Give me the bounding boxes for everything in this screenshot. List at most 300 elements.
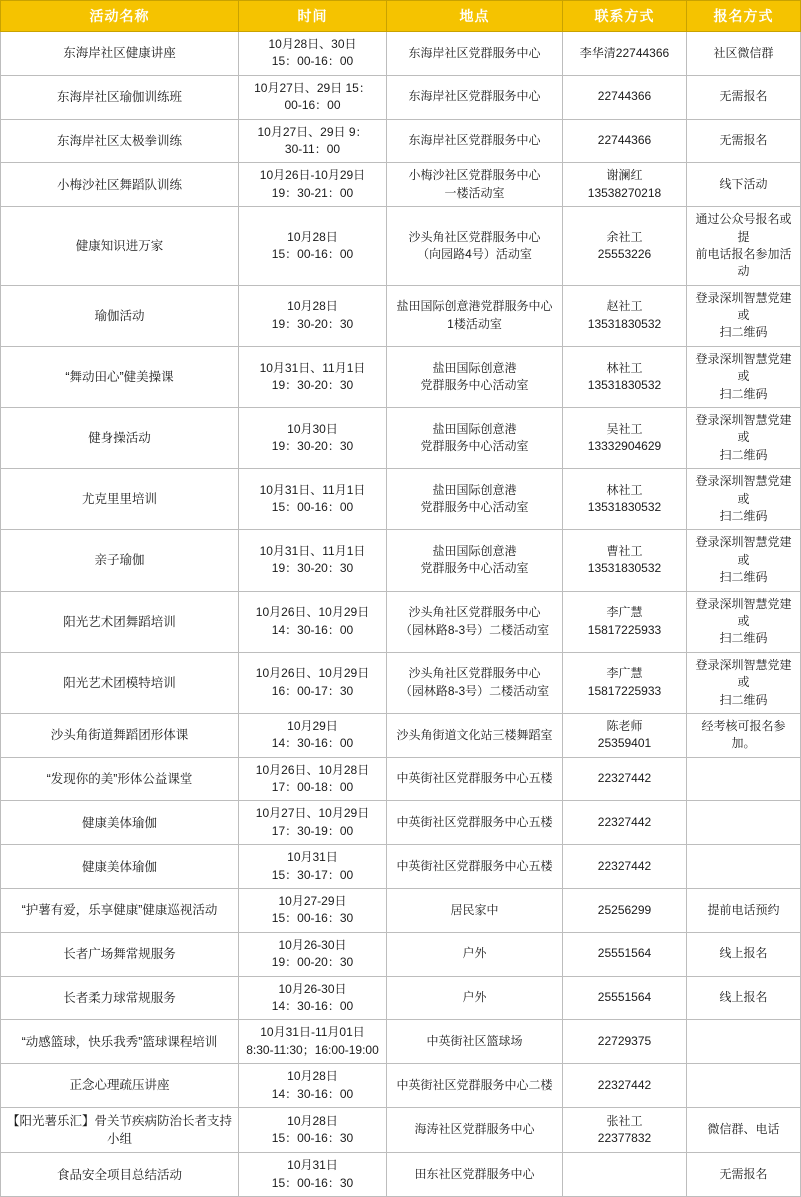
cell-signup (687, 346, 801, 407)
cell-activity-name-line: 尤克里里培训 (81, 492, 157, 507)
cell-place-line: 东海岸社区党群服务中心 (408, 133, 541, 148)
cell-time-line: 10月28日 (287, 1069, 338, 1084)
cell-time-line: 10月27-29日 (278, 894, 347, 909)
cell-contact (563, 346, 687, 407)
cell-place (387, 1107, 563, 1152)
cell-activity-name-line: 东海岸社区健康讲座 (63, 46, 176, 61)
cell-activity-name-line: 食品安全项目总结活动 (56, 1167, 182, 1182)
cell-contact (563, 652, 687, 713)
cell-signup-line: 社区微信群 (713, 45, 774, 60)
cell-contact (563, 207, 687, 286)
cell-signup-line: 无需报名 (719, 89, 768, 104)
cell-contact-line: 李广慧 (606, 666, 643, 681)
cell-contact (563, 32, 687, 76)
cell-time (239, 32, 387, 76)
cell-activity-name (1, 652, 239, 713)
cell-place (387, 1020, 563, 1064)
column-header-place: 地点 (387, 1, 563, 32)
table-row (1, 32, 801, 76)
cell-signup-line: 登录深圳智慧党建或 (695, 413, 792, 445)
cell-contact-line: 25256299 (597, 902, 652, 917)
table-row (1, 889, 801, 933)
cell-signup (687, 845, 801, 889)
cell-place-line: 党群服务中心活动室 (420, 377, 529, 392)
cell-contact (563, 845, 687, 889)
cell-signup (687, 119, 801, 163)
cell-place (387, 976, 563, 1020)
table-row (1, 976, 801, 1020)
cell-activity-name (1, 32, 239, 76)
cell-place-line: 党群服务中心活动室 (420, 561, 529, 576)
cell-place-line: 沙头角社区党群服务中心 (408, 605, 541, 620)
cell-place (387, 163, 563, 207)
cell-contact (563, 801, 687, 845)
cell-time-line: 10月28日 (287, 229, 338, 244)
cell-contact (563, 976, 687, 1020)
cell-place-line: 户外 (462, 946, 487, 961)
cell-time (239, 932, 387, 976)
cell-contact-line: 吴社工 (606, 421, 643, 436)
cell-contact (563, 1153, 687, 1197)
cell-signup-line: 线上报名 (719, 990, 768, 1005)
cell-contact-line: 13531830532 (587, 316, 662, 331)
cell-place-line: 中英街社区党群服务中心五楼 (396, 815, 553, 830)
cell-contact-line: 13531830532 (587, 500, 662, 515)
table-row (1, 713, 801, 757)
cell-time (239, 163, 387, 207)
cell-time-line: 15：00-16：30 (271, 1175, 354, 1190)
cell-contact-line: 李华清22744366 (579, 45, 670, 60)
cell-time (239, 1153, 387, 1197)
cell-time-line: 19：30-20：30 (271, 377, 354, 392)
cell-signup-line: 微信群、电话 (707, 1122, 780, 1137)
cell-contact-line: 13531830532 (587, 561, 662, 576)
cell-place-line: 东海岸社区党群服务中心 (408, 45, 541, 60)
cell-contact (563, 591, 687, 652)
cell-activity-name-line: 长者柔力球常规服务 (63, 990, 176, 1005)
cell-activity-name (1, 408, 239, 469)
cell-place (387, 652, 563, 713)
cell-time-line: 19：30-20：30 (271, 561, 354, 576)
cell-place-line: 田东社区党群服务中心 (414, 1166, 535, 1181)
cell-time-line: 10月26日、10月29日 (255, 666, 370, 681)
cell-signup (687, 932, 801, 976)
cell-activity-name-line: 阳光艺术团模特培训 (63, 675, 176, 690)
cell-activity-name (1, 889, 239, 933)
table-row (1, 1020, 801, 1064)
cell-signup-line: 无需报名 (719, 1166, 768, 1181)
cell-time (239, 713, 387, 757)
cell-place-line: 中英街社区篮球场 (426, 1034, 523, 1049)
cell-contact-line: 22377832 (597, 1131, 652, 1146)
cell-signup (687, 530, 801, 591)
cell-signup (687, 976, 801, 1020)
cell-activity-name-line: “舞动田心”健美操课 (65, 369, 174, 384)
cell-activity-name-line: 小组 (106, 1132, 132, 1147)
cell-place (387, 801, 563, 845)
cell-place-line: 盐田国际创意港党群服务中心 (396, 299, 553, 314)
cell-signup-line: 线上报名 (719, 946, 768, 961)
cell-contact-line: 22327442 (597, 771, 652, 786)
cell-place-line: （园林路8-3号）二楼活动室 (399, 622, 550, 637)
cell-place-line: （园林路8-3号）二楼活动室 (399, 683, 550, 698)
cell-place (387, 530, 563, 591)
cell-place (387, 346, 563, 407)
cell-place-line: 盐田国际创意港 (432, 544, 517, 559)
cell-activity-name (1, 591, 239, 652)
cell-place (387, 889, 563, 933)
cell-time (239, 757, 387, 801)
cell-signup (687, 889, 801, 933)
cell-contact-line: 15817225933 (587, 622, 662, 637)
cell-activity-name (1, 1107, 239, 1152)
cell-contact (563, 75, 687, 119)
cell-activity-name (1, 163, 239, 207)
cell-place (387, 207, 563, 286)
cell-activity-name (1, 932, 239, 976)
cell-signup (687, 757, 801, 801)
cell-contact-line: 13538270218 (587, 185, 662, 200)
cell-activity-name (1, 346, 239, 407)
cell-time (239, 285, 387, 346)
cell-signup-line: 登录深圳智慧党建或 (695, 596, 792, 628)
cell-activity-name-line: 小梅沙社区舞蹈队训练 (56, 177, 182, 192)
cell-time (239, 469, 387, 530)
cell-signup-line: 扫二维码 (719, 570, 768, 585)
cell-contact-line: 22744366 (597, 133, 652, 148)
cell-signup-line: 登录深圳智慧党建或 (695, 535, 792, 567)
cell-signup (687, 469, 801, 530)
cell-place-line: 盐田国际创意港 (432, 421, 517, 436)
table-row (1, 163, 801, 207)
cell-place (387, 469, 563, 530)
cell-time-line: 8:30-11:30；16:00-19:00 (246, 1042, 379, 1057)
cell-time (239, 889, 387, 933)
cell-time-line: 10月31日、11月1日 (259, 482, 366, 497)
cell-signup-line: 登录深圳智慧党建或 (695, 351, 792, 384)
cell-time-line: 10月26-30日 (278, 981, 347, 996)
cell-activity-name-line: 东海岸社区瑜伽训练班 (56, 90, 182, 105)
cell-time-line: 10月31日-11月01日 (260, 1025, 365, 1040)
cell-place (387, 285, 563, 346)
column-header-time: 时间 (239, 1, 387, 32)
cell-contact-line: 林社工 (606, 482, 643, 497)
cell-activity-name-line: “动感篮球，快乐我秀”篮球课程培训 (21, 1034, 218, 1049)
cell-signup-line: 扫二维码 (719, 325, 768, 340)
cell-activity-name-line: 长者广场舞常规服务 (63, 947, 176, 962)
cell-place-line: 盐田国际创意港 (432, 360, 517, 375)
cell-place (387, 845, 563, 889)
cell-place-line: 东海岸社区党群服务中心 (408, 89, 541, 104)
cell-contact-line: 陈老师 (606, 718, 643, 733)
cell-activity-name-line: 健身操活动 (88, 431, 151, 446)
cell-time-line: 10月28日、30日 (268, 37, 357, 51)
table-row (1, 591, 801, 652)
cell-activity-name (1, 1020, 239, 1064)
cell-place-line: 中英街社区党群服务中心二楼 (396, 1077, 553, 1092)
cell-contact (563, 285, 687, 346)
cell-time (239, 119, 387, 163)
cell-time-line: 10月26-30日 (278, 937, 347, 952)
table-row (1, 801, 801, 845)
cell-activity-name (1, 757, 239, 801)
cell-time (239, 1020, 387, 1064)
cell-signup (687, 801, 801, 845)
cell-place (387, 757, 563, 801)
cell-place-line: 小梅沙社区党群服务中心 (408, 168, 541, 183)
cell-place-line: 户外 (462, 990, 487, 1005)
cell-activity-name (1, 845, 239, 889)
table-row (1, 207, 801, 286)
cell-time-line: 19：00-20：30 (271, 955, 354, 970)
cell-activity-name-line: 健康知识进万家 (75, 238, 164, 253)
table-row (1, 845, 801, 889)
cell-contact (563, 713, 687, 757)
cell-contact (563, 119, 687, 163)
cell-time-line: 14：30-16：00 (271, 736, 354, 751)
cell-time (239, 801, 387, 845)
cell-signup (687, 713, 801, 757)
cell-signup (687, 75, 801, 119)
cell-activity-name-line: 阳光艺术团舞蹈培训 (63, 614, 176, 629)
cell-time (239, 845, 387, 889)
cell-time-line: 15：00-16：00 (271, 246, 354, 261)
cell-place-line: （向园路4号）活动室 (417, 246, 532, 261)
cell-place (387, 1153, 563, 1197)
cell-place (387, 32, 563, 76)
cell-signup-line: 登录深圳智慧党建或 (695, 290, 792, 323)
cell-time-line: 10月26日、10月29日 (255, 605, 370, 620)
cell-contact (563, 889, 687, 933)
cell-time-line: 30-11：00 (284, 141, 341, 156)
cell-time-line: 15：00-16：30 (271, 911, 354, 926)
cell-signup-line: 登录深圳智慧党建或 (695, 657, 792, 690)
cell-place-line: 一楼活动室 (444, 185, 505, 200)
cell-time-line: 17：00-18：00 (271, 780, 354, 795)
table-row (1, 530, 801, 591)
table-row (1, 75, 801, 119)
cell-signup (687, 1153, 801, 1197)
cell-contact (563, 530, 687, 591)
cell-contact-line: 13531830532 (587, 377, 662, 392)
cell-signup (687, 32, 801, 76)
cell-activity-name-line: 健康美体瑜伽 (81, 815, 157, 830)
cell-time-line: 16：00-17：30 (271, 683, 354, 698)
cell-place-line: 沙头角社区党群服务中心 (408, 229, 541, 244)
cell-time (239, 408, 387, 469)
cell-activity-name-line: 亲子瑜伽 (94, 553, 145, 568)
cell-activity-name (1, 801, 239, 845)
cell-place (387, 408, 563, 469)
cell-time-line: 10月29日 (287, 718, 338, 733)
cell-time-line: 10月27日、10月29日 (255, 806, 370, 821)
cell-signup-line: 扫二维码 (719, 692, 768, 707)
cell-signup (687, 1064, 801, 1108)
cell-time-line: 17：30-19：00 (271, 823, 354, 838)
cell-contact (563, 408, 687, 469)
cell-time-line: 10月31日、11月1日 (259, 544, 366, 559)
cell-time-line: 14：30-16：00 (271, 622, 354, 637)
cell-activity-name (1, 285, 239, 346)
cell-contact-line: 13332904629 (587, 439, 662, 454)
cell-place-line: 党群服务中心活动室 (420, 500, 529, 515)
cell-time-line: 10月31日 (287, 850, 338, 865)
table-header (1, 1, 801, 32)
cell-contact (563, 163, 687, 207)
cell-place-line: 沙头角社区党群服务中心 (408, 666, 541, 681)
cell-place (387, 713, 563, 757)
cell-time-line: 10月30日 (287, 421, 338, 436)
cell-time-line: 10月31日 (287, 1158, 338, 1173)
cell-time-line: 19：30-20：30 (271, 316, 354, 331)
cell-signup-line: 扫二维码 (719, 386, 768, 401)
cell-contact-line: 25553226 (597, 246, 652, 261)
table-row (1, 285, 801, 346)
cell-signup-line: 扫二维码 (719, 631, 768, 646)
cell-contact (563, 932, 687, 976)
cell-time (239, 530, 387, 591)
cell-place-line: 中英街社区党群服务中心五楼 (396, 771, 553, 786)
cell-place-line: 盐田国际创意港 (432, 482, 517, 497)
cell-contact-line: 22327442 (597, 815, 652, 830)
column-header-contact: 联系方式 (563, 1, 687, 32)
cell-activity-name-line: 瑜伽活动 (94, 308, 145, 323)
table-row (1, 408, 801, 469)
cell-contact-line: 余社工 (606, 229, 643, 244)
cell-time-line: 15：00-16：00 (271, 54, 354, 69)
cell-place (387, 1064, 563, 1108)
cell-activity-name (1, 207, 239, 286)
table-row (1, 757, 801, 801)
cell-activity-name-line: 东海岸社区太极拳训练 (56, 133, 182, 148)
cell-activity-name (1, 469, 239, 530)
cell-place-line: 海涛社区党群服务中心 (414, 1122, 535, 1137)
cell-signup (687, 285, 801, 346)
cell-time (239, 976, 387, 1020)
cell-time-line: 14：30-16：00 (271, 998, 354, 1013)
cell-contact-line: 22744366 (597, 89, 652, 104)
cell-signup-line: 扫二维码 (719, 447, 768, 462)
cell-time-line: 10月31日、11月1日 (259, 360, 366, 375)
cell-time (239, 75, 387, 119)
cell-time-line: 10月26日、10月28日 (255, 762, 370, 777)
cell-place-line: 1楼活动室 (447, 316, 502, 331)
cell-signup-line: 登录深圳智慧党建或 (695, 474, 792, 506)
cell-time (239, 1107, 387, 1152)
cell-signup-line: 扫二维码 (719, 508, 768, 523)
cell-place (387, 591, 563, 652)
column-header-name: 活动名称 (1, 1, 239, 32)
table-row (1, 932, 801, 976)
cell-contact-line: 22327442 (597, 1077, 652, 1092)
cell-activity-name (1, 1153, 239, 1197)
cell-activity-name-line: 正念心理疏压讲座 (69, 1078, 170, 1093)
cell-time-line: 10月27日、29日 9： (257, 124, 368, 139)
table-row (1, 1107, 801, 1152)
cell-signup (687, 408, 801, 469)
cell-time-line: 15：30-17：00 (271, 867, 354, 882)
cell-place-line: 党群服务中心活动室 (420, 439, 529, 454)
cell-contact (563, 1064, 687, 1108)
cell-activity-name-line: 健康美体瑜伽 (81, 859, 157, 874)
cell-contact (563, 469, 687, 530)
cell-signup-line: 无需报名 (719, 133, 768, 148)
cell-signup-line: 提前电话预约 (707, 902, 780, 917)
cell-contact (563, 757, 687, 801)
cell-time-line: 19：30-21：00 (271, 185, 354, 200)
cell-place (387, 932, 563, 976)
cell-signup (687, 163, 801, 207)
cell-activity-name (1, 1064, 239, 1108)
cell-contact-line: 谢澜红 (606, 168, 643, 183)
cell-signup-line: 经考核可报名参加。 (701, 718, 786, 751)
cell-time (239, 346, 387, 407)
cell-signup-line: 通过公众号报名或提 (695, 212, 792, 244)
cell-contact-line: 赵社工 (606, 299, 643, 314)
table-row (1, 652, 801, 713)
cell-contact-line: 22327442 (597, 858, 652, 873)
cell-signup (687, 1020, 801, 1064)
header-row (1, 1, 801, 32)
table-body (1, 32, 801, 1197)
cell-time-line: 15：00-16：00 (271, 500, 354, 515)
cell-contact (563, 1020, 687, 1064)
cell-time-line: 10月26日-10月29日 (259, 168, 366, 183)
cell-time (239, 591, 387, 652)
cell-activity-name-line: “发现你的美”形体公益课堂 (46, 772, 193, 786)
cell-time (239, 652, 387, 713)
cell-contact-line: 25359401 (597, 736, 652, 751)
cell-contact-line: 林社工 (606, 360, 643, 375)
table-row (1, 469, 801, 530)
cell-activity-name (1, 530, 239, 591)
table-row (1, 346, 801, 407)
cell-time-line: 19：30-20：30 (271, 439, 354, 454)
cell-activity-name-line: 【阳光薯乐汇】骨关节疾病防治长者支持 (6, 1113, 232, 1128)
cell-contact-line: 25551564 (597, 946, 652, 961)
cell-activity-name (1, 119, 239, 163)
cell-signup-line: 线下活动 (719, 177, 768, 192)
cell-signup (687, 1107, 801, 1152)
cell-activity-name-line: 沙头角街道舞蹈团形体课 (50, 728, 189, 743)
cell-place (387, 119, 563, 163)
cell-contact-line: 张社工 (606, 1113, 643, 1128)
cell-signup-line: 前电话报名参加活动 (695, 246, 792, 279)
cell-time-line: 00-16：00 (284, 98, 341, 113)
cell-activity-name-line: “护薯有爱，乐享健康”健康巡视活动 (21, 903, 218, 918)
cell-contact-line: 22729375 (597, 1034, 652, 1049)
cell-time (239, 1064, 387, 1108)
cell-time (239, 207, 387, 286)
cell-signup (687, 591, 801, 652)
cell-contact-line: 曹社工 (606, 544, 643, 559)
table-row (1, 1064, 801, 1108)
cell-time-line: 10月28日 (287, 299, 338, 314)
cell-contact-line: 李广慧 (606, 605, 643, 620)
cell-time-line: 14：30-16：00 (271, 1086, 354, 1101)
cell-time-line: 10月28日 (287, 1113, 338, 1128)
cell-time-line: 10月27日、29日 15： (254, 80, 371, 95)
table-row (1, 119, 801, 163)
cell-place-line: 中英街社区党群服务中心五楼 (396, 858, 553, 873)
cell-activity-name (1, 976, 239, 1020)
cell-place-line: 沙头角街道文化站三楼舞蹈室 (396, 727, 553, 742)
cell-signup (687, 652, 801, 713)
cell-activity-name (1, 75, 239, 119)
cell-contact (563, 1107, 687, 1152)
cell-place (387, 75, 563, 119)
cell-place-line: 居民家中 (450, 902, 499, 917)
